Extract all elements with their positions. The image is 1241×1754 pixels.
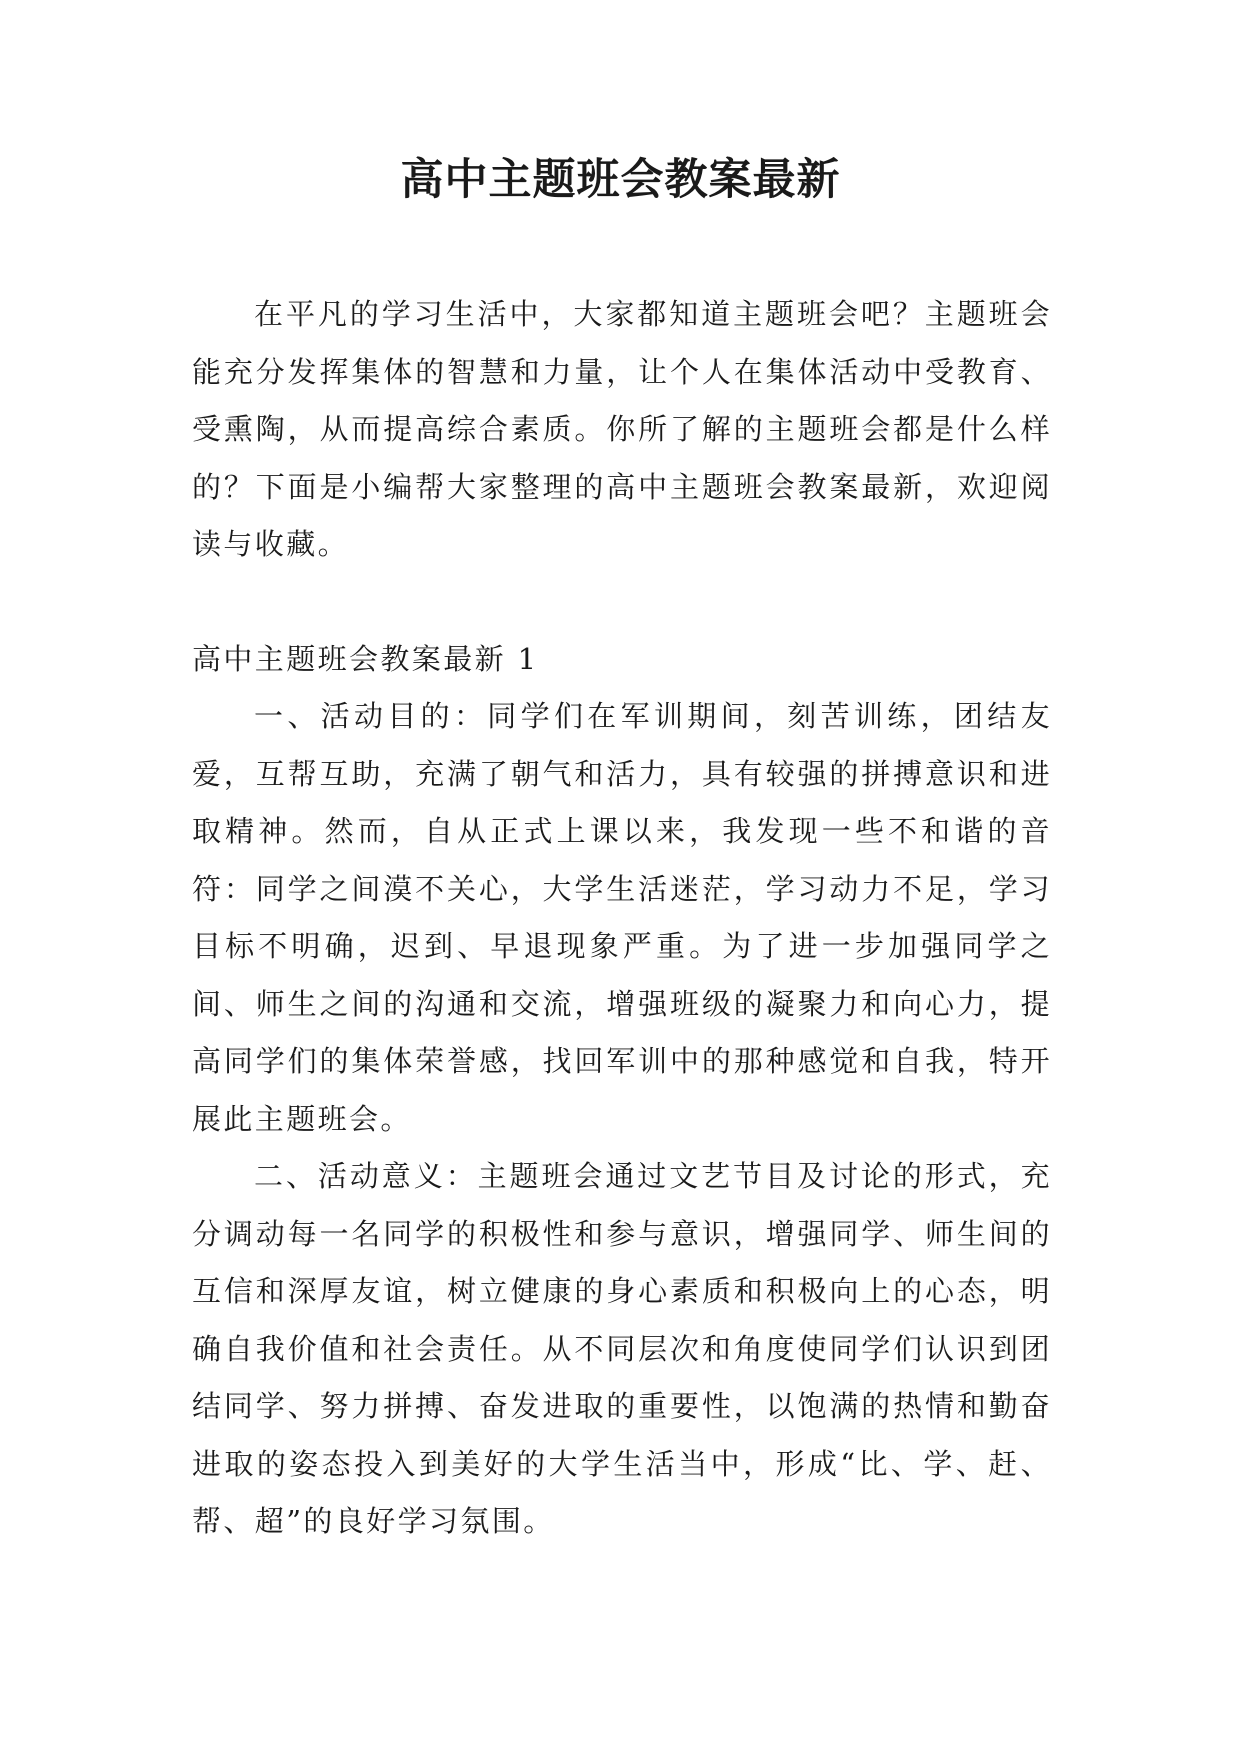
body-paragraph-significance: 二、活动意义：主题班会通过文艺节目及讨论的形式，充分调动每一名同学的积极性和参与意识，增强同学、师生间的互信和深厚友谊，树立健康的身心素质和积极向上的心态，明确自我价值和社会责任。从不同层次和角度使同学们认识到团结同学、努力拼搏、奋发进取的重要性，以饱满的热情和勤奋进取的姿态投入到美好的大学生活当中，形成“比、学、赶、帮、超”的良好学习氛围。	[192, 1159, 1052, 1538]
body-paragraph-purpose: 一、活动目的：同学们在军训期间，刻苦训练，团结友爱，互帮互助，充满了朝气和活力，具有较强的拼搏意识和进取精神。然而，自从正式上课以来，我发现一些不和谐的音符：同学之间漠不关心，大学生活迷茫，学习动力不足，学习目标不明确，迟到、早退现象严重。为了进一步加强同学之间、师生之间的沟通和交流，增强班级的凝聚力和向心力，提高同学们的集体荣誉感，找回军训中的那种感觉和自我，特开展此主题班会。	[192, 699, 1052, 1136]
document-title: 高中主题班会教案最新	[400, 155, 841, 205]
paragraph-spacer	[192, 574, 1052, 631]
section-heading: 高中主题班会教案最新 1	[192, 641, 539, 676]
intro-paragraph: 在平凡的学习生活中，大家都知道主题班会吧？主题班会能充分发挥集体的智慧和力量，让个人在集体活动中受教育、受熏陶，从而提高综合素质。你所了解的主题班会都是什么样的？下面是小编帮大家整理的高中主题班会教案最新，欢迎阅读与收藏。	[192, 297, 1052, 561]
document-body	[192, 286, 1052, 1551]
